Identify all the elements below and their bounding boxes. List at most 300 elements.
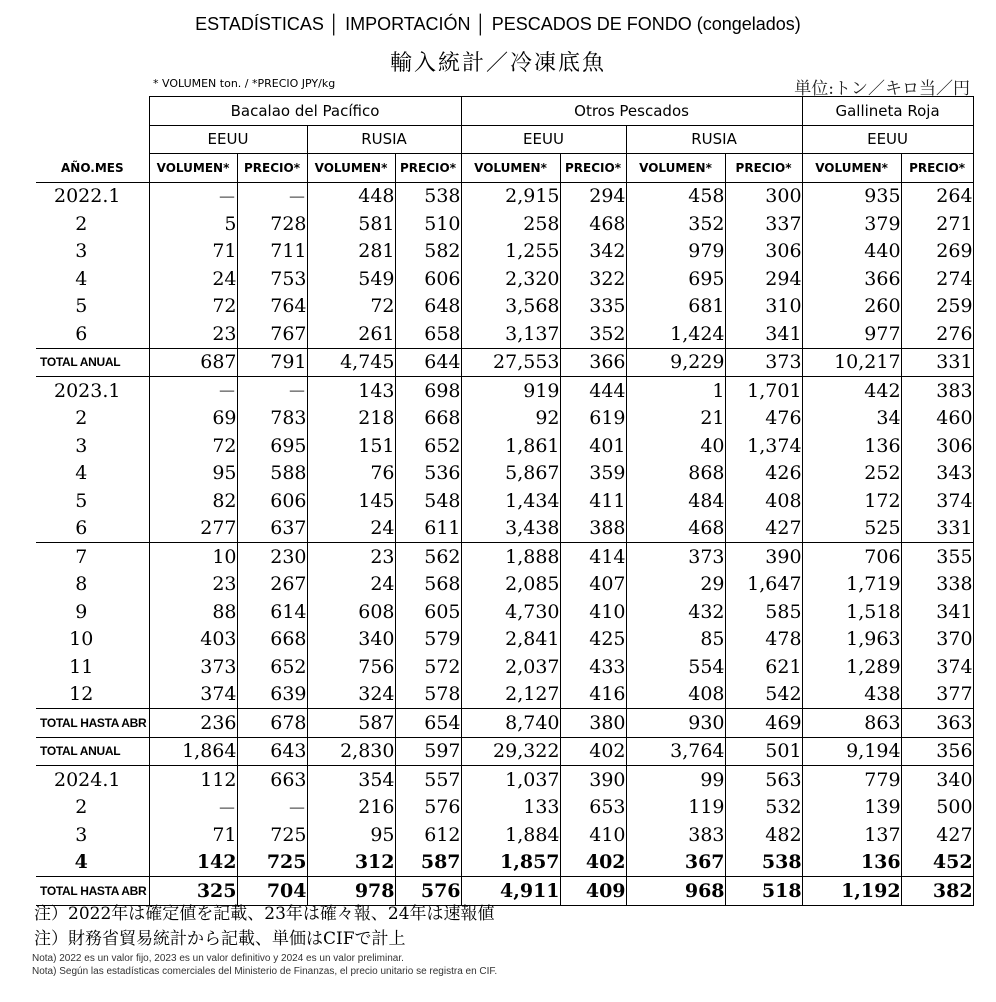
volume-cell: 137 <box>802 821 901 849</box>
price-cell: 639 <box>237 681 307 709</box>
volume-cell: 99 <box>626 766 725 794</box>
note-jp-1: 注）2022年は確定値を記載、23年は確々報、24年は速報値 <box>34 904 495 924</box>
volume-cell: 82 <box>149 487 237 515</box>
price-cell: 331 <box>901 515 973 543</box>
price-cell: 621 <box>725 653 802 681</box>
volume-cell: 71 <box>149 821 237 849</box>
volume-cell: 2,841 <box>461 626 560 654</box>
price-cell: 414 <box>560 543 626 571</box>
price-cell: 331 <box>901 348 973 377</box>
group-header: Bacalao del Pacífico <box>149 97 461 126</box>
price-cell: 408 <box>725 487 802 515</box>
row-label: TOTAL ANUAL <box>36 348 149 377</box>
volume-cell: 3,568 <box>461 293 560 321</box>
price-cell: 359 <box>560 460 626 488</box>
table-row <box>36 238 973 266</box>
volume-cell: － <box>149 794 237 822</box>
volume-cell: 681 <box>626 293 725 321</box>
volume-cell: 143 <box>307 377 395 405</box>
price-cell: 767 <box>237 320 307 348</box>
price-cell: 410 <box>560 598 626 626</box>
volume-cell: 373 <box>149 653 237 681</box>
volume-header: VOLUMEN* <box>626 154 725 183</box>
price-cell: 606 <box>237 487 307 515</box>
table-row <box>36 653 973 681</box>
volume-cell: 608 <box>307 598 395 626</box>
volume-cell: 2,320 <box>461 265 560 293</box>
volume-cell: 1,861 <box>461 432 560 460</box>
price-cell: 711 <box>237 238 307 266</box>
price-cell: 548 <box>395 487 461 515</box>
table-row <box>36 794 973 822</box>
price-cell: 510 <box>395 210 461 238</box>
volume-cell: 484 <box>626 487 725 515</box>
price-cell: 411 <box>560 487 626 515</box>
price-cell: 652 <box>395 432 461 460</box>
price-cell: － <box>237 794 307 822</box>
price-cell: 427 <box>725 515 802 543</box>
price-cell: 390 <box>560 766 626 794</box>
volume-cell: 92 <box>461 405 560 433</box>
volume-cell: 88 <box>149 598 237 626</box>
volume-cell: 8,740 <box>461 709 560 738</box>
row-label: 4 <box>36 265 149 293</box>
volume-cell: 5,867 <box>461 460 560 488</box>
volume-cell: 72 <box>149 293 237 321</box>
volume-cell: 136 <box>802 432 901 460</box>
row-label: TOTAL ANUAL <box>36 737 149 766</box>
price-cell: 579 <box>395 626 461 654</box>
price-cell: 500 <box>901 794 973 822</box>
volume-cell: 687 <box>149 348 237 377</box>
price-cell: 695 <box>237 432 307 460</box>
row-label: TOTAL HASTA ABR <box>36 709 149 738</box>
price-cell: 557 <box>395 766 461 794</box>
price-cell: 542 <box>725 681 802 709</box>
volume-cell: 354 <box>307 766 395 794</box>
price-cell: 425 <box>560 626 626 654</box>
volume-header: VOLUMEN* <box>149 154 237 183</box>
volume-cell: 29,322 <box>461 737 560 766</box>
volume-cell: 1,289 <box>802 653 901 681</box>
row-label: 2022.1 <box>36 182 149 210</box>
volume-cell: 136 <box>802 849 901 877</box>
country-header: RUSIA <box>307 125 461 154</box>
table-row <box>36 320 973 348</box>
volume-cell: 1,434 <box>461 487 560 515</box>
table-row <box>36 432 973 460</box>
japanese-title: 輸入統計／冷凍底魚 <box>389 51 606 76</box>
price-cell: 611 <box>395 515 461 543</box>
volume-cell: 2,830 <box>307 737 395 766</box>
table-row <box>36 598 973 626</box>
price-cell: 658 <box>395 320 461 348</box>
row-label: 11 <box>36 653 149 681</box>
volume-cell: 979 <box>626 238 725 266</box>
price-cell: 426 <box>725 460 802 488</box>
price-header: PRECIO* <box>560 154 626 183</box>
price-cell: 322 <box>560 265 626 293</box>
price-cell: 612 <box>395 821 461 849</box>
volume-cell: 24 <box>307 515 395 543</box>
volume-cell: 9,194 <box>802 737 901 766</box>
price-cell: 259 <box>901 293 973 321</box>
volume-cell: 252 <box>802 460 901 488</box>
price-cell: 536 <box>395 460 461 488</box>
header-corner <box>36 97 149 126</box>
price-cell: 352 <box>560 320 626 348</box>
volume-cell: 1,255 <box>461 238 560 266</box>
price-cell: 335 <box>560 293 626 321</box>
country-header: EEUU <box>149 125 307 154</box>
volume-cell: 4,911 <box>461 877 560 906</box>
table-row <box>36 626 973 654</box>
row-label: 8 <box>36 571 149 599</box>
price-cell: 728 <box>237 210 307 238</box>
volume-cell: 554 <box>626 653 725 681</box>
price-cell: 294 <box>725 265 802 293</box>
price-cell: 433 <box>560 653 626 681</box>
price-cell: 643 <box>237 737 307 766</box>
group-header: Otros Pescados <box>461 97 802 126</box>
volume-cell: 366 <box>802 265 901 293</box>
volume-cell: 76 <box>307 460 395 488</box>
volume-cell: 4,745 <box>307 348 395 377</box>
volume-cell: 260 <box>802 293 901 321</box>
volume-cell: 145 <box>307 487 395 515</box>
volume-cell: 3,764 <box>626 737 725 766</box>
price-cell: 427 <box>901 821 973 849</box>
price-cell: 478 <box>725 626 802 654</box>
table-row <box>36 877 973 906</box>
row-label: 12 <box>36 681 149 709</box>
price-cell: 585 <box>725 598 802 626</box>
price-cell: 337 <box>725 210 802 238</box>
volume-cell: 10,217 <box>802 348 901 377</box>
volume-header: VOLUMEN* <box>461 154 560 183</box>
price-cell: 668 <box>395 405 461 433</box>
price-cell: 460 <box>901 405 973 433</box>
price-cell: 409 <box>560 877 626 906</box>
price-cell: 753 <box>237 265 307 293</box>
volume-cell: 34 <box>802 405 901 433</box>
volume-cell: 1,888 <box>461 543 560 571</box>
price-cell: 338 <box>901 571 973 599</box>
volume-cell: 352 <box>626 210 725 238</box>
price-cell: 582 <box>395 238 461 266</box>
price-cell: 306 <box>725 238 802 266</box>
volume-cell: 324 <box>307 681 395 709</box>
volume-cell: 85 <box>626 626 725 654</box>
unit-japanese-note: 単位:トン／キロ当／円 <box>794 79 970 99</box>
header-corner <box>36 125 149 154</box>
price-cell: 605 <box>395 598 461 626</box>
row-label: 2 <box>36 210 149 238</box>
row-label: TOTAL HASTA ABR <box>36 877 149 906</box>
row-label: 3 <box>36 238 149 266</box>
import-statistics-table <box>36 96 974 906</box>
table-row <box>36 377 973 405</box>
volume-cell: 1,884 <box>461 821 560 849</box>
volume-cell: 139 <box>802 794 901 822</box>
volume-cell: 3,438 <box>461 515 560 543</box>
volume-cell: 706 <box>802 543 901 571</box>
volume-cell: 95 <box>149 460 237 488</box>
row-label: 5 <box>36 487 149 515</box>
volume-cell: 1,963 <box>802 626 901 654</box>
price-cell: 637 <box>237 515 307 543</box>
price-cell: 568 <box>395 571 461 599</box>
price-cell: 416 <box>560 681 626 709</box>
price-cell: 668 <box>237 626 307 654</box>
price-cell: 370 <box>901 626 973 654</box>
volume-cell: 23 <box>307 543 395 571</box>
table-row <box>36 265 973 293</box>
note-es-2: Nota) Según las estadísticas comerciales del Ministerio de Finanzas, el precio unitario se registra en CIF. <box>32 966 498 977</box>
volume-cell: 2,085 <box>461 571 560 599</box>
row-label: 5 <box>36 293 149 321</box>
price-header: PRECIO* <box>725 154 802 183</box>
volume-cell: 236 <box>149 709 237 738</box>
price-cell: 597 <box>395 737 461 766</box>
volume-cell: 112 <box>149 766 237 794</box>
volume-cell: 978 <box>307 877 395 906</box>
volume-cell: 373 <box>626 543 725 571</box>
row-label: 3 <box>36 432 149 460</box>
volume-cell: 1 <box>626 377 725 405</box>
price-cell: 300 <box>725 182 802 210</box>
price-cell: 576 <box>395 877 461 906</box>
volume-cell: 325 <box>149 877 237 906</box>
volume-cell: 72 <box>149 432 237 460</box>
price-cell: 469 <box>725 709 802 738</box>
price-cell: 562 <box>395 543 461 571</box>
price-cell: 654 <box>395 709 461 738</box>
price-cell: 342 <box>560 238 626 266</box>
volume-cell: 968 <box>626 877 725 906</box>
price-header: PRECIO* <box>901 154 973 183</box>
volume-cell: 1,518 <box>802 598 901 626</box>
volume-cell: 1,857 <box>461 849 560 877</box>
volume-cell: 587 <box>307 709 395 738</box>
table-row <box>36 348 973 377</box>
volume-cell: 40 <box>626 432 725 460</box>
row-label: 7 <box>36 543 149 571</box>
row-label: 3 <box>36 821 149 849</box>
row-label: 4 <box>36 849 149 877</box>
volume-cell: 4,730 <box>461 598 560 626</box>
volume-cell: 69 <box>149 405 237 433</box>
table-row <box>36 766 973 794</box>
table-row <box>36 182 973 210</box>
volume-cell: 756 <box>307 653 395 681</box>
row-label: 2023.1 <box>36 377 149 405</box>
price-cell: 388 <box>560 515 626 543</box>
volume-cell: 383 <box>626 821 725 849</box>
country-header: RUSIA <box>626 125 802 154</box>
volume-cell: 24 <box>149 265 237 293</box>
price-cell: 366 <box>560 348 626 377</box>
volume-cell: 432 <box>626 598 725 626</box>
volume-cell: 23 <box>149 320 237 348</box>
table-row <box>36 543 973 571</box>
price-cell: 230 <box>237 543 307 571</box>
table-row <box>36 737 973 766</box>
volume-cell: 261 <box>307 320 395 348</box>
price-cell: 725 <box>237 821 307 849</box>
price-cell: 402 <box>560 849 626 877</box>
price-cell: 538 <box>395 182 461 210</box>
price-cell: 269 <box>901 238 973 266</box>
table-row <box>36 681 973 709</box>
price-cell: 532 <box>725 794 802 822</box>
price-cell: 482 <box>725 821 802 849</box>
volume-cell: － <box>149 182 237 210</box>
volume-cell: 10 <box>149 543 237 571</box>
price-cell: 274 <box>901 265 973 293</box>
price-cell: 606 <box>395 265 461 293</box>
volume-cell: 440 <box>802 238 901 266</box>
table-row <box>36 515 973 543</box>
volume-cell: 442 <box>802 377 901 405</box>
price-cell: 653 <box>560 794 626 822</box>
price-cell: 407 <box>560 571 626 599</box>
row-label: 10 <box>36 626 149 654</box>
units-note: * VOLUMEN ton. / *PRECIO JPY/kg <box>153 77 336 90</box>
price-cell: 678 <box>237 709 307 738</box>
row-label: 6 <box>36 515 149 543</box>
country-header: EEUU <box>461 125 626 154</box>
volume-cell: 142 <box>149 849 237 877</box>
volume-cell: 2,037 <box>461 653 560 681</box>
row-label: 2024.1 <box>36 766 149 794</box>
price-cell: 341 <box>725 320 802 348</box>
price-cell: 698 <box>395 377 461 405</box>
price-cell: 410 <box>560 821 626 849</box>
price-cell: 576 <box>395 794 461 822</box>
row-label: 4 <box>36 460 149 488</box>
volume-cell: 549 <box>307 265 395 293</box>
price-cell: 663 <box>237 766 307 794</box>
volume-cell: 1,192 <box>802 877 901 906</box>
volume-cell: 27,553 <box>461 348 560 377</box>
volume-cell: 1,864 <box>149 737 237 766</box>
volume-cell: 403 <box>149 626 237 654</box>
price-cell: 791 <box>237 348 307 377</box>
price-cell: 1,647 <box>725 571 802 599</box>
table-row <box>36 709 973 738</box>
price-cell: 563 <box>725 766 802 794</box>
volume-cell: 1,424 <box>626 320 725 348</box>
volume-cell: 258 <box>461 210 560 238</box>
footnotes <box>34 902 497 978</box>
volume-cell: 281 <box>307 238 395 266</box>
page-title: ESTADÍSTICAS │ IMPORTACIÓN │ PESCADOS DE FONDO (congelados) <box>195 14 801 34</box>
volume-cell: 172 <box>802 487 901 515</box>
volume-cell: 312 <box>307 849 395 877</box>
table-row <box>36 293 973 321</box>
price-cell: 373 <box>725 348 802 377</box>
volume-cell: 119 <box>626 794 725 822</box>
table-body <box>36 182 973 905</box>
volume-cell: 277 <box>149 515 237 543</box>
price-cell: 276 <box>901 320 973 348</box>
price-cell: 382 <box>901 877 973 906</box>
price-cell: 377 <box>901 681 973 709</box>
row-label: 2 <box>36 794 149 822</box>
volume-header: VOLUMEN* <box>802 154 901 183</box>
price-cell: 476 <box>725 405 802 433</box>
price-cell: 310 <box>725 293 802 321</box>
volume-cell: 21 <box>626 405 725 433</box>
price-cell: 452 <box>901 849 973 877</box>
price-cell: 538 <box>725 849 802 877</box>
price-cell: 764 <box>237 293 307 321</box>
price-cell: 1,374 <box>725 432 802 460</box>
price-cell: 652 <box>237 653 307 681</box>
table-row <box>36 460 973 488</box>
volume-cell: 23 <box>149 571 237 599</box>
table-row <box>36 849 973 877</box>
price-cell: － <box>237 182 307 210</box>
note-es-1: Nota) 2022 es un valor fijo, 2023 es un valor definitivo y 2024 es un valor preliminar. <box>32 953 404 964</box>
country-header: EEUU <box>802 125 973 154</box>
price-cell: 725 <box>237 849 307 877</box>
price-cell: 402 <box>560 737 626 766</box>
volume-cell: 340 <box>307 626 395 654</box>
price-cell: 588 <box>237 460 307 488</box>
price-cell: 374 <box>901 487 973 515</box>
price-cell: 341 <box>901 598 973 626</box>
price-cell: 644 <box>395 348 461 377</box>
volume-cell: 468 <box>626 515 725 543</box>
volume-cell: 919 <box>461 377 560 405</box>
price-cell: 343 <box>901 460 973 488</box>
volume-cell: 24 <box>307 571 395 599</box>
note-jp-2: 注）財務省貿易統計から記載、単価はCIFで計上 <box>34 929 406 949</box>
volume-cell: 458 <box>626 182 725 210</box>
volume-cell: 525 <box>802 515 901 543</box>
volume-cell: 367 <box>626 849 725 877</box>
row-label-header: AÑO.MES <box>36 154 149 183</box>
volume-cell: 72 <box>307 293 395 321</box>
volume-cell: 133 <box>461 794 560 822</box>
volume-cell: 71 <box>149 238 237 266</box>
price-cell: 518 <box>725 877 802 906</box>
volume-cell: 374 <box>149 681 237 709</box>
volume-cell: 868 <box>626 460 725 488</box>
volume-cell: 9,229 <box>626 348 725 377</box>
volume-cell: 379 <box>802 210 901 238</box>
price-cell: 578 <box>395 681 461 709</box>
price-cell: 267 <box>237 571 307 599</box>
volume-cell: 1,037 <box>461 766 560 794</box>
price-cell: 648 <box>395 293 461 321</box>
price-cell: 390 <box>725 543 802 571</box>
price-header: PRECIO* <box>237 154 307 183</box>
volume-cell: 29 <box>626 571 725 599</box>
price-cell: 355 <box>901 543 973 571</box>
volume-cell: 1,719 <box>802 571 901 599</box>
volume-cell: 448 <box>307 182 395 210</box>
price-header: PRECIO* <box>395 154 461 183</box>
volume-cell: 216 <box>307 794 395 822</box>
price-cell: 401 <box>560 432 626 460</box>
volume-cell: 863 <box>802 709 901 738</box>
volume-cell: 408 <box>626 681 725 709</box>
price-cell: 306 <box>901 432 973 460</box>
price-cell: 704 <box>237 877 307 906</box>
